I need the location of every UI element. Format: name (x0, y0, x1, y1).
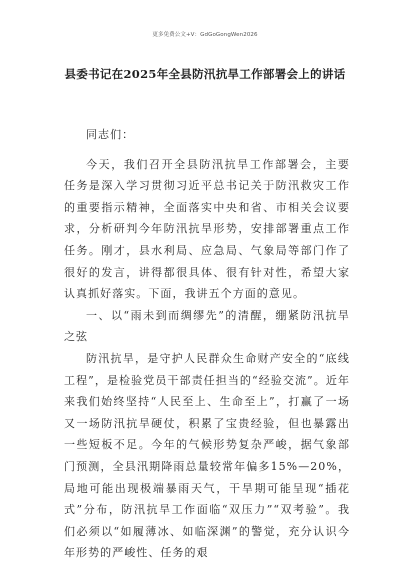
salutation: 同志们： (86, 128, 135, 141)
section-heading-one: 一、以“雨未到而绸缪先”的清醒，绷紧防汛抗旱之弦 (64, 308, 350, 344)
header-note: 更多免费公文+V：GdGoGongWen2026 (152, 32, 258, 38)
paragraph-intro: 今天，我们召开全县防汛抗旱工作部署会，主要任务是深入学习贯彻习近平总书记关于防汛救灾工作的重要指示精神，全面落实中央和省、市相关会议要求，分析研判今年防汛抗旱形势，安排部署重点工作任务。刚才，县水利局、应急局、气象局等部门作了很好的发言，讲得都很具体、很有针对性，希望大家认真抓好落实。下面，我讲五个方面的意见。 (64, 157, 350, 301)
document-title: 县委书记在2025年全县防汛抗旱工作部署会上的讲话 (64, 67, 346, 81)
paragraph-section-one: 防汛抗旱，是守护人民群众生命财产安全的“底线工程”，是检验党员干部责任担当的“经验交流”。近年来我们始终坚持“人民至上、生命至上”，打赢了一场又一场防汛抗旱硬仗，积累了宝贵经验，但也暴露出一些短板不足。今年的气候形势复杂严峻，据气象部门预测，全县汛期降雨总量较常年偏多15%—20%，局地可能出现极端暴雨天气，干旱期可能呈现“插花式”分布，防汛抗旱工作面临“双压力”“双考验”。我们必须以“如履薄冰、如临深渊”的警觉，充分认识今年形势的严峻性、任务的艰 (64, 351, 350, 560)
document-body (64, 124, 350, 564)
